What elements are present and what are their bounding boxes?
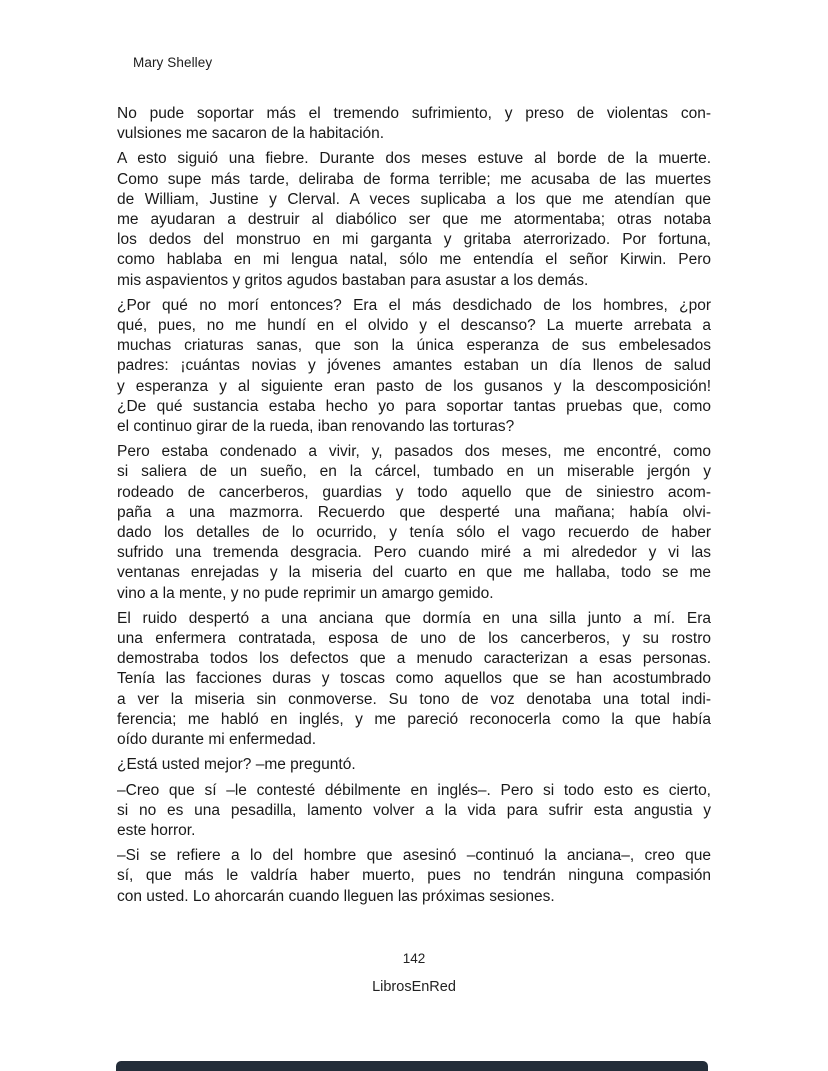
text-line: y esperanza y al siguiente eran pasto de los gusanos y la descomposición! bbox=[117, 377, 711, 395]
page-number: 142 bbox=[402, 951, 426, 966]
text-line: a ver la miseria sin conmoverse. Su tono de voz denotaba una total indi- bbox=[117, 690, 711, 708]
paragraph bbox=[117, 846, 711, 907]
text-line: paña a una mazmorra. Recuerdo que desperté una mañana; había olvi- bbox=[117, 503, 711, 521]
text-line: si saliera de un sueño, en la cárcel, tumbado en un miserable jergón y bbox=[117, 463, 711, 481]
text-line: rodeado de cancerberos, guardias y todo aquello que de siniestro acom- bbox=[117, 483, 711, 501]
text-line: A esto siguió una fiebre. Durante dos meses estuve al borde de la muerte. bbox=[117, 150, 711, 168]
text-line: demostraba todos los defectos que a menudo caracterizan a esas personas. bbox=[117, 650, 711, 668]
paragraph bbox=[117, 442, 711, 604]
text-line: Tenía las facciones duras y toscas como aquellos que se han acostumbrado bbox=[117, 670, 711, 688]
text-line: ¿Está usted mejor? –me preguntó. bbox=[117, 756, 356, 774]
text-line: –Si se refiere a lo del hombre que asesinó –continuó la anciana–, creo que bbox=[117, 847, 711, 865]
publisher-imprint: LibrosEnRed bbox=[372, 979, 456, 995]
text-line: con usted. Lo ahorcarán cuando lleguen las próximas sesiones. bbox=[117, 887, 555, 905]
text-line: mis aspavientos y gritos agudos bastaban para asustar a los demás. bbox=[117, 271, 589, 289]
paragraph bbox=[117, 104, 711, 144]
text-column bbox=[117, 104, 711, 912]
text-line: ferencia; me habló en inglés, y me pareció reconocerla como la que había bbox=[117, 710, 711, 728]
bottom-edge-bar bbox=[116, 1061, 708, 1071]
running-header-author: Mary Shelley bbox=[133, 55, 213, 70]
text-line: muchas criaturas sanas, que son la única esperanza de sus embelesados bbox=[117, 337, 711, 355]
text-line: una enfermera contratada, esposa de uno de los cancerberos, y su rostro bbox=[117, 630, 711, 648]
text-line: qué, pues, no me hundí en el olvido y el descanso? La muerte arrebata a bbox=[117, 317, 711, 335]
paragraph bbox=[117, 149, 711, 290]
paragraph bbox=[117, 781, 711, 842]
paragraph bbox=[117, 609, 711, 750]
text-line: sufrido una tremenda desgracia. Pero cuando miré a mi alrededor y vi las bbox=[117, 544, 711, 562]
text-line: los dedos del monstruo en mi garganta y gritaba aterrorizado. Por fortuna, bbox=[117, 231, 711, 249]
text-line: ventanas enrejadas y la miseria del cuarto en que me hallaba, todo se me bbox=[117, 564, 711, 582]
text-line: dado los detalles de lo ocurrido, y tenía sólo el vago recuerdo de haber bbox=[117, 524, 711, 542]
text-line: me ayudaran a destruir al diabólico ser que me atormentaba; otras notaba bbox=[117, 211, 711, 229]
text-line: de William, Justine y Clerval. A veces suplicaba a los que me atendían que bbox=[117, 190, 711, 208]
text-line: sí, que más le valdría haber muerto, pues no tendrán ninguna compasión bbox=[117, 867, 711, 885]
paragraph bbox=[117, 755, 711, 775]
text-line: vulsiones me sacaron de la habitación. bbox=[117, 125, 385, 143]
text-line: No pude soportar más el tremendo sufrimiento, y preso de violentas con- bbox=[117, 105, 711, 122]
text-line: vino a la mente, y no pude reprimir un amargo gemido. bbox=[117, 584, 494, 602]
text-line: El ruido despertó a una anciana que dormía en una silla junto a mí. Era bbox=[117, 609, 711, 627]
text-line: si no es una pesadilla, lamento volver a la vida para sufrir esta angustia y bbox=[117, 801, 711, 819]
text-line: ¿Por qué no morí entonces? Era el más desdichado de los hombres, ¿por bbox=[117, 296, 711, 314]
paragraph bbox=[117, 296, 711, 437]
text-line: este horror. bbox=[117, 821, 196, 839]
text-line: el continuo girar de la rueda, iban renovando las torturas? bbox=[117, 418, 515, 436]
text-line: Como supe más tarde, deliraba de forma terrible; me acusaba de las muertes bbox=[117, 170, 711, 188]
text-line: –Creo que sí –le contesté débilmente en inglés–. Pero si todo esto es cierto, bbox=[117, 781, 711, 799]
text-line: Pero estaba condenado a vivir, y, pasados dos meses, me encontré, como bbox=[117, 443, 711, 461]
text-line: oído durante mi enfermedad. bbox=[117, 731, 317, 749]
text-line: ¿De qué sustancia estaba hecho yo para soportar tantas pruebas que, como bbox=[117, 397, 711, 415]
text-line: padres: ¡cuántas novias y jóvenes amantes estaban un día llenos de salud bbox=[117, 357, 711, 375]
text-line: como hablaba en mi lengua natal, sólo me entendía el señor Kirwin. Pero bbox=[117, 251, 711, 269]
